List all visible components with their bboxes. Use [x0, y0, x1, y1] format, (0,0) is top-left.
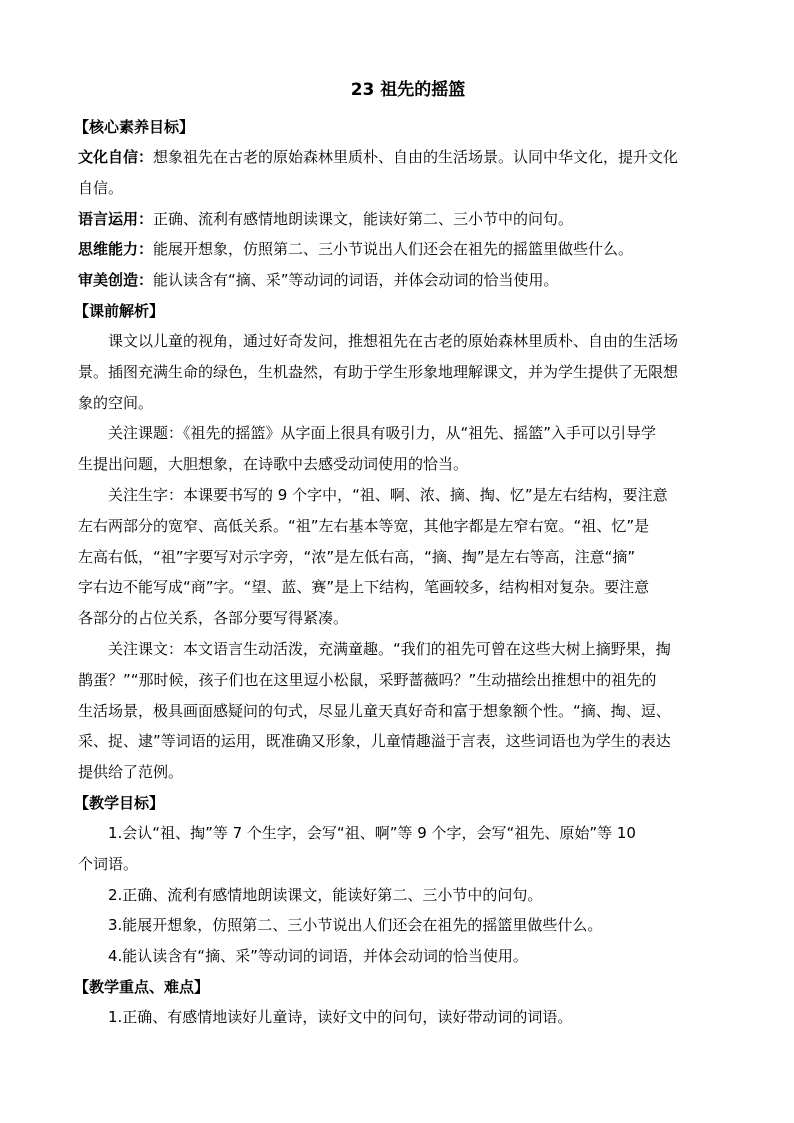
goal-language [78, 204, 718, 235]
teaching-goal-item: 2.正确、流利有感情地朗读课文，能读好第二、三小节中的问句。 [108, 885, 543, 904]
goal-thinking [78, 234, 718, 265]
section-heading-key-points: 【教学重点、难点】 [74, 977, 210, 996]
goal-label: 语言运用： [78, 209, 154, 228]
section-heading-core-goals: 【核心素养目标】 [74, 118, 195, 136]
goal-text: 正确、流利有感情地朗读课文，能读好第二、三小节中的问句。 [153, 209, 574, 228]
goal-label: 文化自信： [78, 148, 154, 166]
section-heading-teaching-goals: 【教学目标】 [74, 793, 165, 812]
key-point-item: 1.正确、有感情地读好儿童诗，读好文中的问句，读好带动词的词语。 [108, 1007, 573, 1026]
paragraph-line: 关注课文：本文语言生动活泼，充满童趣。“我们的祖先可曾在这些大树上摘野果，掏 [108, 639, 671, 658]
teaching-goal-item: 3.能展开想象，仿照第二、三小节说出人们还会在祖先的摇篮里做些什么。 [108, 916, 603, 935]
goal-culture [78, 142, 718, 173]
paragraph-line: 鹊蛋？”“那时候，孩子们也在这里逗小松鼠，采野蔷薇吗？”生动描绘出推想中的祖先的 [78, 670, 657, 689]
paragraph-line: 景。插图充满生命的绿色，生机盎然，有助于学生形象地理解课文，并为学生提供了无限想 [78, 362, 679, 381]
goal-aesthetic [78, 265, 718, 296]
teaching-goal-item-cont: 个词语。 [78, 854, 139, 873]
goal-text: 能认读含有“摘、采”等动词的词语，并体会动词的恰当使用。 [153, 271, 559, 290]
page-title: 23 祖先的摇篮 [350, 80, 466, 100]
paragraph-line: 关注课题：《祖先的摇篮》从字面上很具有吸引力，从“祖先、摇篮”入手可以引导学 [108, 424, 657, 443]
paragraph-line: 提供给了范例。 [78, 763, 184, 782]
paragraph-line: 各部分的占位关系，各部分要写得紧凑。 [78, 609, 349, 628]
paragraph-line: 生提出问题，大胆想象，在诗歌中去感受动词使用的恰当。 [78, 455, 469, 474]
section-heading-preview-analysis: 【课前解析】 [74, 301, 165, 320]
goal-label: 审美创造： [78, 271, 154, 290]
goal-text: 能展开想象，仿照第二、三小节说出人们还会在祖先的摇篮里做些什么。 [153, 240, 634, 259]
paragraph-line: 课文以儿童的视角，通过好奇发问，推想祖先在古老的原始森林里质朴、自由的生活场 [108, 331, 679, 350]
teaching-goal-item: 4.能认读含有“摘、采”等动词的词语，并体会动词的恰当使用。 [108, 947, 528, 966]
goal-label: 思维能力： [78, 240, 154, 259]
paragraph-line: 字右边不能写成“商”字。“望、蓝、赛”是上下结构，笔画较多，结构相对复杂。要注意 [78, 578, 650, 597]
paragraph-line: 采、捉、逮”等词语的运用，既准确又形象，儿童情趣溢于言表，这些词语也为学生的表达 [78, 732, 671, 751]
paragraph-line: 生活场景，极具画面感疑问的句式，尽显儿童天真好奇和富于想象额个性。“摘、掏、逗、 [78, 701, 671, 720]
paragraph-line: 左右两部分的宽窄、高低关系。“祖”左右基本等宽，其他字都是左窄右宽。“祖、忆”是 [78, 516, 650, 535]
paragraph-line: 左高右低，“祖”字要写对示字旁，“浓”是左低右高，“摘、掏”是左右等高，注意“摘” [78, 547, 636, 566]
teaching-goal-item: 1.会认“祖、掏”等 7 个生字，会写“祖、啊”等 9 个字，会写“祖先、原始”等 10 [108, 823, 636, 842]
paragraph-line: 象的空间。 [78, 393, 154, 412]
document-page [74, 76, 718, 1033]
paragraph-line: 关注生字：本课要书写的 9 个字中，“祖、啊、浓、摘、掏、忆”是左右结构，要注意 [108, 485, 668, 504]
goal-text: 想象祖先在古老的原始森林里质朴、自由的生活场景。认同中华文化，提升文化 [153, 148, 679, 166]
goal-culture-cont: 自信。 [78, 178, 124, 197]
